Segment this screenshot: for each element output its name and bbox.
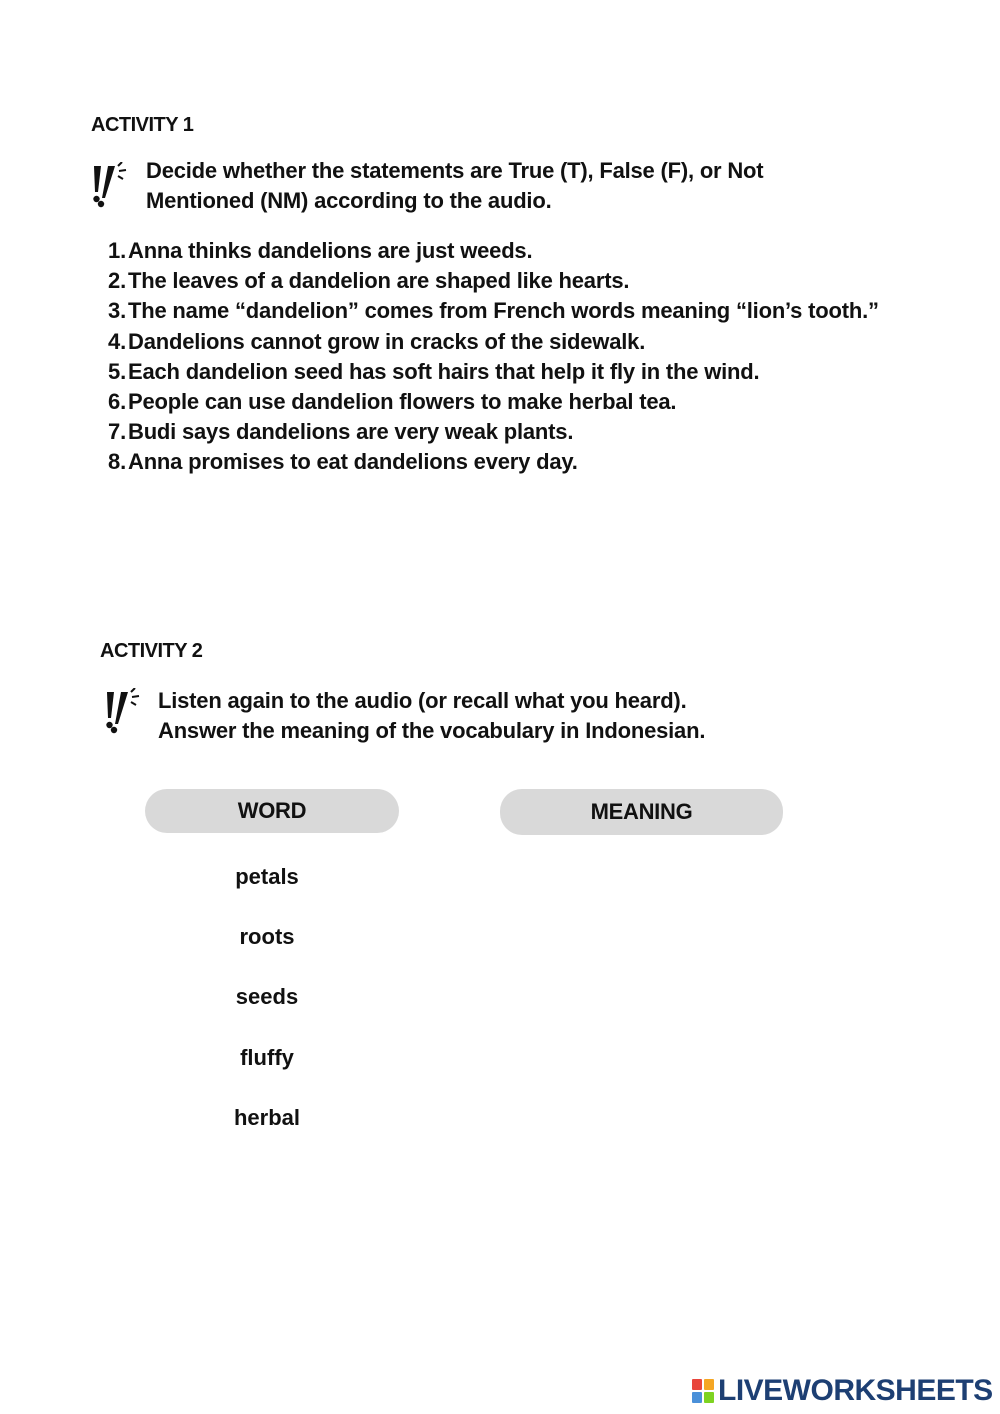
statement-item <box>108 327 898 357</box>
statement-number: 5. <box>108 358 126 384</box>
statement-text: Budi says dandelions are very weak plants. <box>128 419 574 445</box>
activity-2-heading: ACTIVITY 2 <box>100 640 203 662</box>
exclamation-attention-icon <box>88 162 130 208</box>
liveworksheets-logo-text: LIVEWORKSHEETS <box>718 1374 993 1407</box>
vocab-word: roots <box>239 924 295 949</box>
word-column-header: WORD <box>145 789 399 833</box>
vocab-word: petals <box>235 864 299 889</box>
statement-number: 1. <box>108 238 126 263</box>
statement-text: Dandelions cannot grow in cracks of the sidewalk. <box>128 328 646 354</box>
statement-item <box>108 357 898 387</box>
statement-text: The name “dandelion” comes from French words meaning “lion’s tooth.” <box>128 298 879 324</box>
statement-number: 2. <box>108 268 126 294</box>
vocab-word: fluffy <box>240 1045 294 1070</box>
meaning-column-header: MEANING <box>500 789 783 835</box>
instruction-line: Decide whether the statements are True (T), False (F), or Not <box>146 158 764 183</box>
liveworksheets-logo <box>692 1374 993 1408</box>
statement-text: Anna thinks dandelions are just weeds. <box>128 238 533 263</box>
statement-item <box>108 447 898 477</box>
statement-text: Each dandelion seed has soft hairs that help it fly in the wind. <box>128 358 760 384</box>
statement-number: 3. <box>108 298 126 324</box>
statement-text: People can use dandelion flowers to make herbal tea. <box>128 389 677 415</box>
instruction-line: Answer the meaning of the vocabulary in Indonesian. <box>158 718 706 743</box>
statement-text: Anna promises to eat dandelions every day. <box>128 449 578 475</box>
liveworksheets-logo-icon <box>692 1379 714 1403</box>
statement-number: 8. <box>108 449 126 475</box>
vocab-word: seeds <box>235 984 299 1009</box>
statement-number: 7. <box>108 419 126 445</box>
exclamation-attention-icon <box>101 688 143 734</box>
activity-1-instructions <box>146 156 906 216</box>
statement-list <box>108 236 898 478</box>
statement-item <box>108 236 898 266</box>
statement-number: 4. <box>108 328 126 354</box>
statement-item <box>108 417 898 447</box>
statement-text: The leaves of a dandelion are shaped like hearts. <box>128 268 630 294</box>
statement-item <box>108 296 898 326</box>
activity-2-instructions <box>158 686 918 746</box>
statement-item <box>108 387 898 417</box>
instruction-line: Listen again to the audio (or recall what you heard). <box>158 688 687 713</box>
statement-number: 6. <box>108 389 126 415</box>
statement-item <box>108 266 898 296</box>
instruction-line: Mentioned (NM) according to the audio. <box>146 188 552 213</box>
activity-1-heading: ACTIVITY 1 <box>91 114 194 136</box>
vocab-word: herbal <box>233 1105 301 1130</box>
